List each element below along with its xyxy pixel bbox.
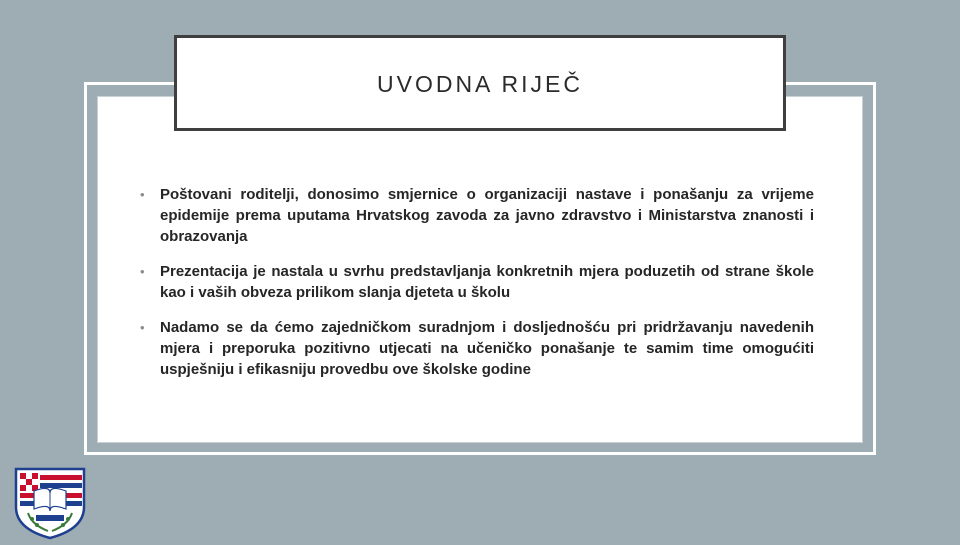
bullet-icon: •: [140, 320, 145, 335]
bullet-icon: •: [140, 264, 145, 279]
bullet-text: Poštovani roditelji, donosimo smjernice o organizaciji nastave i ponašanju za vrijeme epidemije prema uputama Hrvatskog zavoda za javno zdravstvo i Ministarstva znanosti i obrazovanja: [160, 186, 814, 245]
school-crest-icon: [12, 463, 88, 540]
title-box: [174, 35, 786, 131]
bullet-item: [140, 184, 814, 247]
bullet-text: Prezentacija je nastala u svrhu predstavljanja konkretnih mjera poduzetih od strane škole kao i vaših obveza prilikom slanja djeteta u školu: [160, 263, 814, 301]
bullet-item: [140, 261, 814, 303]
bullet-item: [140, 317, 814, 380]
bullet-icon: •: [140, 187, 145, 202]
bullet-text: Nadamo se da ćemo zajedničkom suradnjom i dosljednošću pri pridržavanju navedenih mjera i preporuka pozitivno utjecati na učeničko ponašanje te samim time omogućiti uspješniju i efikasniju provedbu ove školske godine: [160, 319, 814, 378]
slide-title: UVODNA RIJEČ: [377, 70, 583, 97]
bullet-list: [140, 184, 814, 394]
